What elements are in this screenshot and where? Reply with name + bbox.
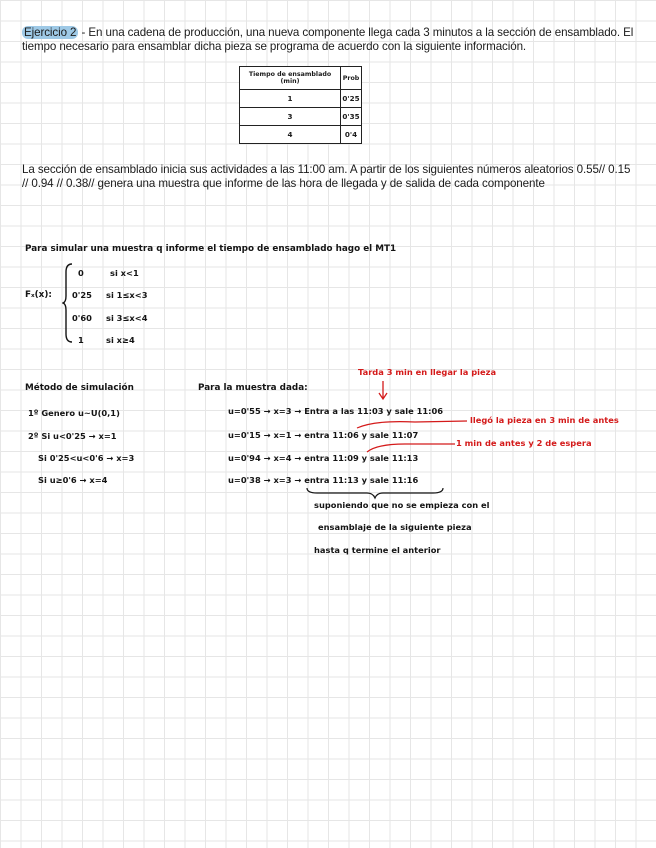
exercise-statement: La sección de ensamblado inicia sus actividades a las 11:00 am. A partir de los siguientes números aleatorios 0.55// 0.15 // 0.94 // 0.38// genera una muestra que informe de las hora de llegada y de salida de cada componente: [22, 163, 631, 190]
cdf-value: 0'25: [72, 290, 92, 300]
exercise-intro: [22, 26, 634, 54]
sample-title: Para la muestra dada:: [198, 383, 308, 393]
method-step: Si 0'25<u<0'6 → x=3: [38, 453, 135, 463]
closing-line: suponiendo que no se empieza con el: [314, 500, 490, 510]
sample-row: u=0'94 → x=4 → entra 11:09 y sale 11:13: [228, 453, 419, 463]
cdf-value: 0: [78, 268, 84, 278]
table-cell: 3: [240, 108, 341, 126]
cdf-value: 1: [78, 335, 84, 345]
method-title: Método de simulación: [25, 383, 134, 393]
annotation-right-1: llegó la pieza en 3 min de antes: [470, 415, 619, 425]
cdf-brace: [62, 262, 74, 344]
annotation-top: Tarda 3 min en llegar la pieza: [358, 367, 497, 377]
exercise-intro-text: - En una cadena de producción, una nueva componente llega cada 3 minutos a la sección de ensamblado. El tiempo necesario para ensamblar dicha pieza se programa de acuerdo con la siguiente información.: [22, 26, 634, 53]
sample-row: u=0'38 → x=3 → entra 11:13 y sale 11:16: [228, 475, 419, 485]
sample-row: u=0'15 → x=1 → entra 11:06 y sale 11:07: [228, 430, 419, 440]
cdf-value: 0'60: [72, 313, 92, 323]
notes-intro: Para simular una muestra q informe el tiempo de ensamblado hago el MT1: [25, 244, 397, 254]
annotation-right-2: 1 min de antes y 2 de espera: [456, 438, 592, 448]
table-cell: 0'35: [341, 108, 362, 126]
method-step: 2º Si u<0'25 → x=1: [28, 431, 117, 441]
table-cell: 0'25: [341, 90, 362, 108]
closing-line: ensamblaje de la siguiente pieza: [318, 522, 472, 532]
table-cell: 0'4: [341, 126, 362, 144]
cdf-condition: si 3≤x<4: [106, 313, 148, 323]
cdf-condition: si 1≤x<3: [106, 290, 148, 300]
table-header-prob: Prob: [341, 67, 362, 90]
table-cell: 1: [240, 90, 341, 108]
table-cell: 4: [240, 126, 341, 144]
closing-line: hasta q termine el anterior: [314, 545, 441, 555]
method-step: 1º Genero u~U(0,1): [28, 408, 120, 418]
exercise-label: Ejercicio 2: [24, 26, 77, 39]
sample-row: u=0'55 → x=3 → Entra a las 11:03 y sale 11:06: [228, 406, 444, 416]
cdf-label: Fₓ(x):: [25, 290, 52, 300]
cdf-condition: si x<1: [110, 268, 139, 278]
assembly-time-table: [239, 66, 362, 144]
underbrace: [305, 486, 445, 500]
method-step: Si u≥0'6 → x=4: [38, 475, 108, 485]
table-header-time: Tiempo de ensamblado (min): [240, 67, 341, 90]
cdf-condition: si x≥4: [106, 335, 135, 345]
arrow-down-icon: [378, 380, 388, 402]
